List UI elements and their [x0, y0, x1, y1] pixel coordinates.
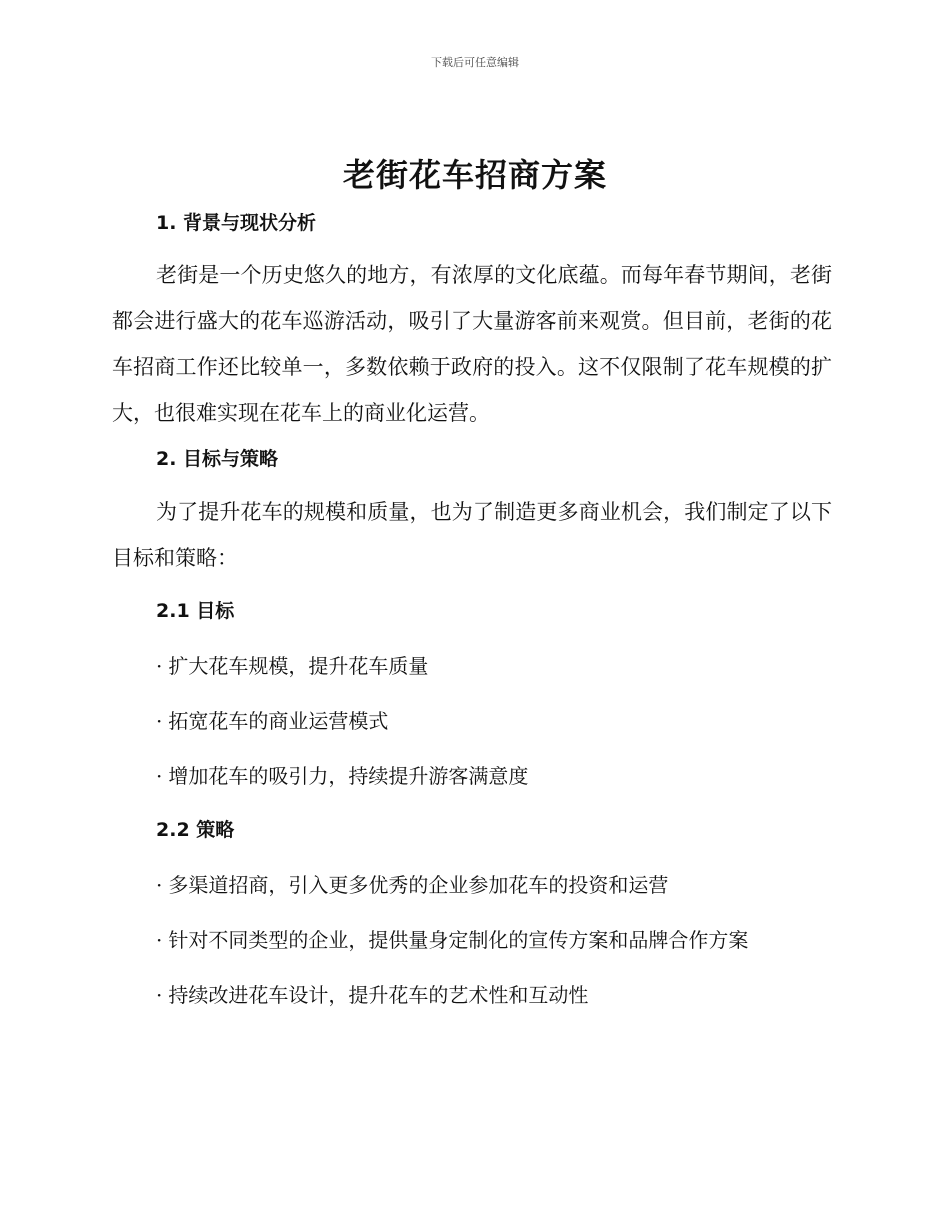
subsection-heading-strategy: 2.2 策略	[156, 819, 235, 841]
bullet-icon: ·	[156, 654, 163, 678]
bullet-icon: ·	[156, 873, 163, 897]
bullet-icon: ·	[156, 709, 163, 733]
list-item-text: 持续改进花车设计，提升花车的艺术性和互动性	[168, 983, 589, 1007]
list-item	[156, 650, 428, 679]
list-item	[156, 979, 588, 1008]
list-item	[156, 705, 388, 734]
page-title: 老街花车招商方案	[342, 156, 607, 194]
header-note: 下载后可任意编辑	[431, 56, 519, 69]
paragraph-goals-intro: 为了提升花车的规模和质量，也为了制造更多商业机会，我们制定了以下目标和策略：	[112, 500, 832, 570]
list-item	[156, 869, 668, 898]
list-item	[156, 760, 528, 789]
bullet-icon: ·	[156, 983, 163, 1007]
list-item-text: 针对不同类型的企业，提供量身定制化的宣传方案和品牌合作方案	[168, 928, 749, 952]
list-item	[156, 924, 748, 953]
list-item-text: 增加花车的吸引力，持续提升游客满意度	[168, 764, 529, 788]
subsection-heading-goals: 2.1 目标	[156, 600, 235, 622]
list-item-text: 多渠道招商，引入更多优秀的企业参加花车的投资和运营	[168, 873, 669, 897]
bullet-icon: ·	[156, 764, 163, 788]
section-heading-goals-strategy: 2. 目标与策略	[156, 448, 279, 470]
paragraph-background: 老街是一个历史悠久的地方，有浓厚的文化底蕴。而每年春节期间，老街都会进行盛大的花车巡游活动，吸引了大量游客前来观赏。但目前，老街的花车招商工作还比较单一，多数依赖于政府的投入。这不仅限制了花车规模的扩大，也很难实现在花车上的商业化运营。	[112, 263, 832, 425]
list-item-text: 拓宽花车的商业运营模式	[168, 709, 389, 733]
section-heading-background: 1. 背景与现状分析	[156, 212, 317, 234]
bullet-icon: ·	[156, 928, 163, 952]
list-item-text: 扩大花车规模，提升花车质量	[168, 654, 429, 678]
